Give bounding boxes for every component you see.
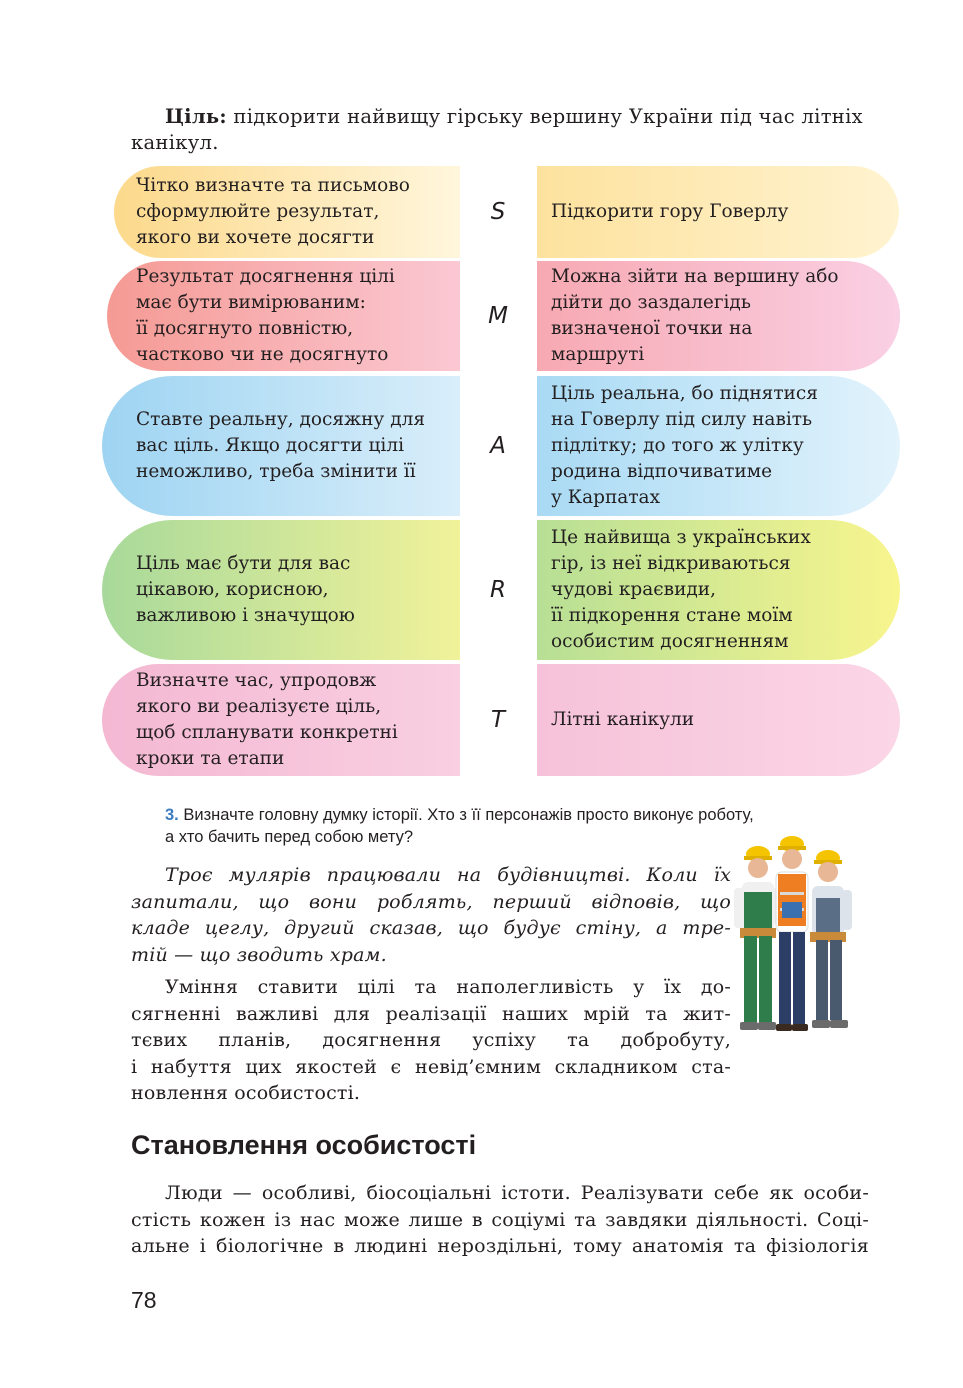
row-r-letter: R — [490, 577, 506, 603]
goal-text: Ціль: підкорити найвищу гірську вершину України під час літніх канікул. — [131, 105, 863, 154]
row-t-letter: T — [490, 707, 506, 733]
row-s-letter: S — [490, 199, 506, 225]
row-s-description: Чітко визначте та письмово сформулюйте результат, якого ви хочете досягти — [136, 175, 410, 248]
row-a-description: Ставте реальну, досяжну для вас ціль. Якщо досягти цілі неможливо, треба змінити її — [136, 409, 426, 482]
row-m-description: Результат досягнення цілі має бути вимірюваним: її досягнуто повністю, частково чи не досягнуто — [136, 266, 395, 365]
row-r-description: Ціль має бути для вас цікавою, корисною, важливою і значущою — [136, 553, 355, 626]
page-number: 78 — [131, 1287, 157, 1313]
row-t-example: Літні канікули — [551, 709, 695, 730]
row-s-example: Підкорити гору Говерлу — [551, 201, 789, 222]
question-3: 3. Визначте головну думку історії. Хто з її персонажів просто виконує роботу, а хто бачить перед собою мету? — [165, 806, 754, 846]
row-t-description: Визначте час, упродовж якого ви реалізуєте ціль, щоб спланувати конкретні кроки та етапи — [136, 670, 398, 769]
smart-row-s — [102, 166, 900, 258]
smart-row-t — [102, 664, 900, 776]
section-text: Люди — особливі, біосоціальні істоти. Реалізувати себе як особи- стість кожен із нас може лише в соціумі та завдяки діяльності. Соці- альне і біологічне в людині нероздільні, тому анатомія та фізіологія — [131, 1182, 869, 1257]
row-a-letter: A — [490, 433, 506, 459]
row-r-example: Це найвища з українських гір, із неї відкриваються чудові краєвиди, її підкорення стане моїм особистим досягненням — [551, 527, 811, 652]
worker-middle-figure — [776, 836, 808, 1031]
story-text: Троє мулярів працювали на будівництві. Коли їх запитали, що вони роблять, перший відповів, що кладе цеглу, другий сказав, що будує стіну, а тре- тій — що зводить храм. — [131, 864, 731, 966]
goal-label: Ціль: — [165, 105, 227, 128]
row-m-example: Можна зійти на вершину або дійти до заздалегідь визначеної точки на маршруті — [551, 266, 839, 365]
smart-row-r — [102, 520, 900, 660]
row-m-letter: M — [488, 303, 508, 329]
worker-right-figure — [810, 850, 852, 1028]
section-heading: Становлення особистості — [131, 1130, 477, 1160]
body-paragraph: Уміння ставити цілі та наполегливість у їх до- сягненні важливі для реалізації наших мрій та жит- тєвих планів, досягнення успіху та добробуту, і набуття цих якостей є невід’ємним складником ста- новлення особистості. — [131, 976, 731, 1104]
row-a-example: Ціль реальна, бо піднятися на Говерлу під силу навіть підлітку; до того ж улітку родина відпочиватиме у Карпатах — [551, 383, 818, 508]
smart-row-m — [102, 261, 900, 371]
builders-illustration — [722, 832, 862, 1047]
question-number: 3. — [165, 806, 179, 824]
smart-row-a — [102, 376, 900, 516]
worker-left-figure — [734, 846, 782, 1030]
